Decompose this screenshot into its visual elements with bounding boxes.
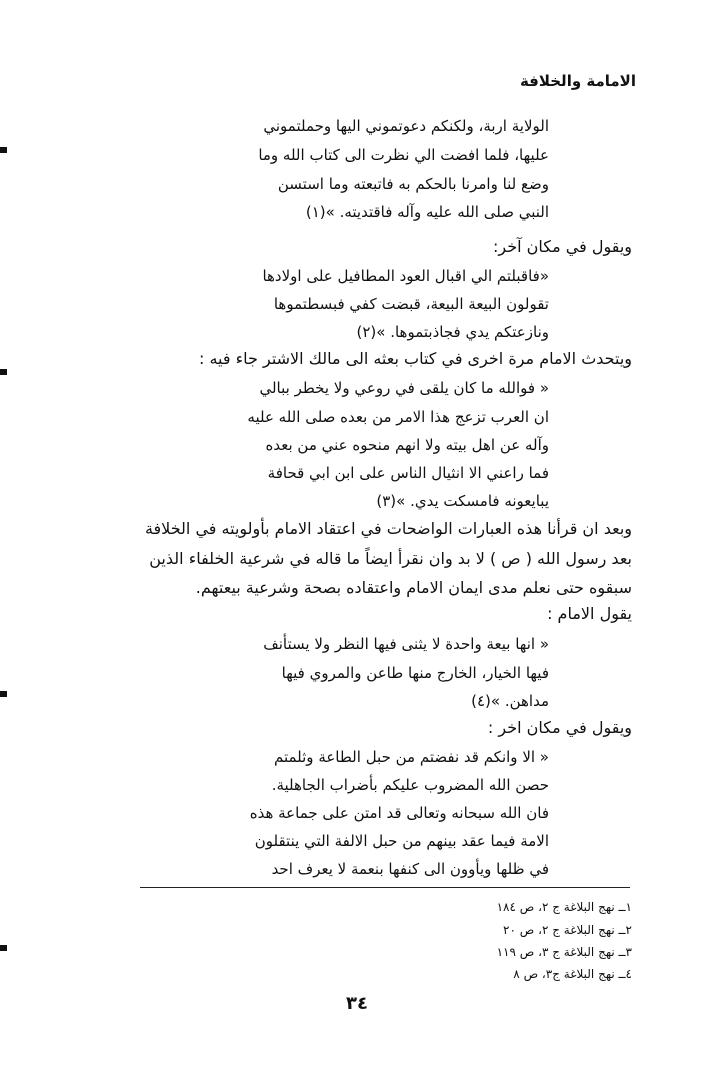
paragraph-line: ويتحدث الامام مرة اخرى في كتاب بعثه الى مالك الاشتر جاء فيه : — [199, 349, 632, 368]
scan-edge-mark — [0, 369, 7, 375]
paragraph-line: يقول الامام : — [547, 604, 632, 623]
quote-line: ان العرب تزعج هذا الامر من بعده صلى الله عليه — [247, 408, 549, 426]
footnote: ٢ــ نهج البلاغة ج ٢، ص ٢٠ — [503, 923, 632, 937]
quote-line: « انها بيعة واحدة لا يثنى فيها النظر ولا يستأنف — [263, 635, 549, 653]
scan-edge-mark — [0, 945, 7, 951]
running-header: الامامة والخلافة — [519, 72, 636, 90]
scan-edge-mark — [0, 147, 7, 153]
quote-line: عليها، فلما افضت الي نظرت الى كتاب الله وما — [258, 146, 549, 164]
quote-line: ونازعتكم يدي فجاذبتموها. »(٢) — [356, 323, 549, 341]
quote-line: «فاقبلتم الي اقبال العود المطافيل على اولادها — [262, 267, 549, 285]
paragraph-line: ويقول في مكان آخر: — [493, 237, 632, 256]
scan-edge-mark — [0, 691, 7, 697]
quote-line: فان الله سبحانه وتعالى قد امتن على جماعة هذه — [249, 804, 549, 822]
quote-line: مداهن. »(٤) — [471, 692, 549, 710]
footnote-divider — [140, 887, 630, 888]
footnote: ٤ــ نهج البلاغة ج٣، ص ٨ — [513, 967, 632, 981]
quote-line: الامة فيما عقد بينهم من حبل الالفة التي ينتقلون — [254, 832, 549, 850]
quote-line: « فوالله ما كان يلقى في روعي ولا يخطر ببالي — [259, 379, 549, 397]
paragraph-line: سبقوه حتى نعلم مدى ايمان الامام واعتقاده بصحة وشرعية بيعتهم. — [195, 578, 632, 597]
quote-line: يبايعونه فامسكت يدي. »(٣) — [376, 492, 549, 510]
quote-line: وآله عن اهل بيته ولا انهم منحوه عني من بعده — [265, 436, 549, 454]
quote-line: وضع لنا وامرنا بالحكم به فاتبعته وما استسن — [277, 175, 549, 193]
quote-line: « الا وانكم قد نفضتم من حبل الطاعة وثلمتم — [273, 748, 549, 766]
quote-line: فما راعني الا انثيال الناس على ابن ابي قحافة — [267, 464, 549, 482]
paragraph-line: بعد رسول الله ( ص ) لا بد وان نقرأ ايضاً ما قاله في شرعية الخلفاء الذين — [149, 549, 632, 568]
quote-line: النبي صلى الله عليه وآله فاقتديته. »(١) — [305, 203, 549, 221]
quote-line: فيها الخيار، الخارج منها طاعن والمروي فيها — [281, 664, 549, 682]
footnote: ٣ــ نهج البلاغة ج ٣، ص ١١٩ — [496, 945, 632, 959]
quote-line: الولاية اربة، ولكنكم دعوتموني اليها وحملتموني — [263, 117, 549, 135]
quote-line: حصن الله المضروب عليكم بأضراب الجاهلية. — [271, 776, 549, 794]
page-number: ٣٤ — [346, 993, 368, 1014]
paragraph-line: وبعد ان قرأنا هذه العبارات الواضحات في اعتقاد الامام بأولويته في الخلافة — [144, 519, 632, 538]
quote-line: في ظلها ويأوون الى كنفها بنعمة لا يعرف احد — [271, 860, 549, 878]
paragraph-line: ويقول في مكان اخر : — [487, 718, 632, 737]
footnote: ١ــ نهج البلاغة ج ٢، ص ١٨٤ — [496, 900, 632, 914]
quote-line: تقولون البيعة البيعة، قبضت كفي فبسطتموها — [273, 295, 549, 313]
